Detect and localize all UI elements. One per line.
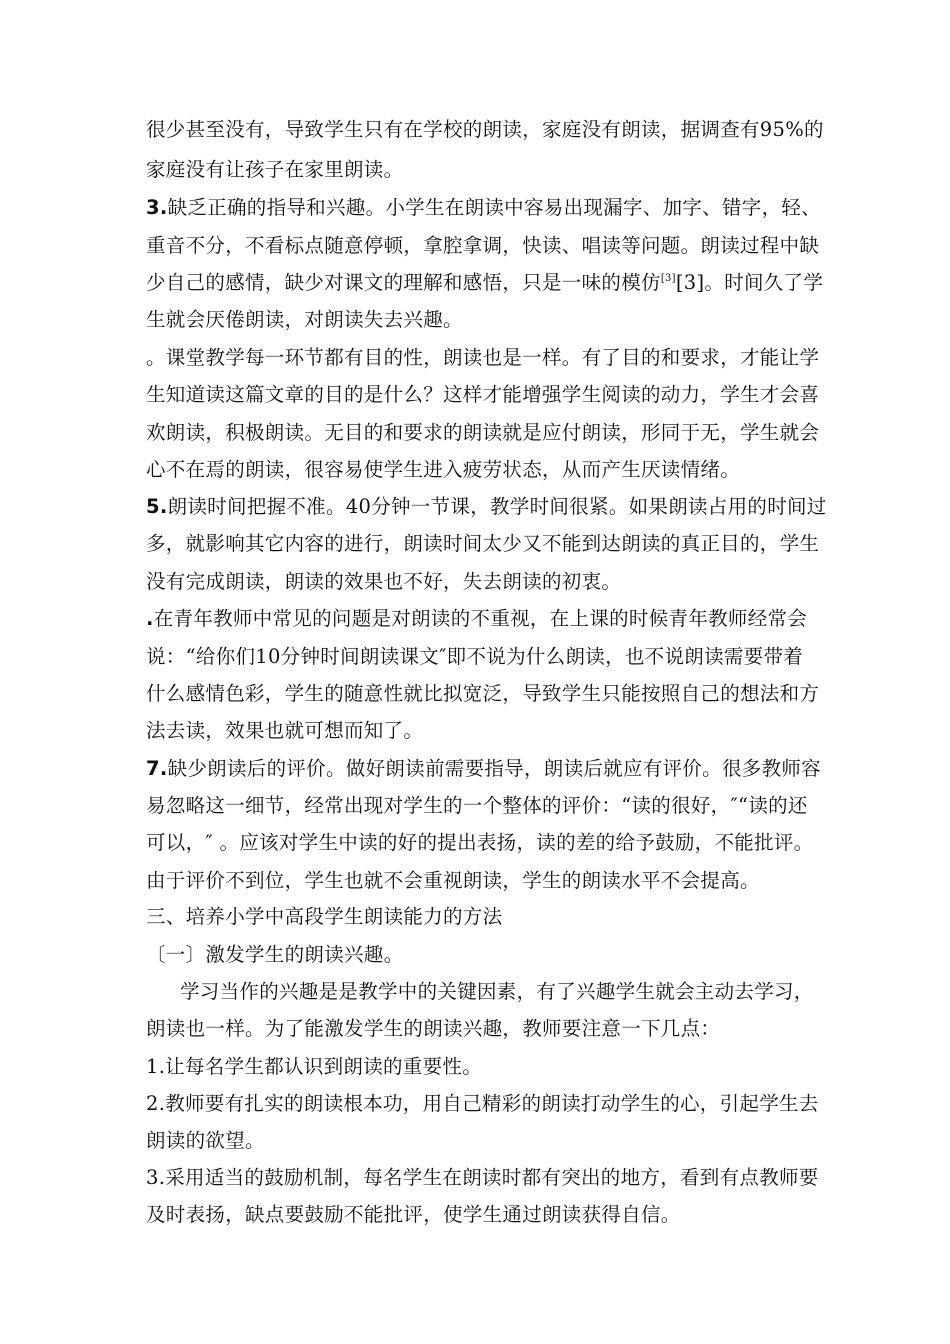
text-segment: 少自己的感情，缺少对课文的理解和感悟，只是一味的模仿	[146, 271, 661, 294]
item-text: 在青年教师中常见的问题是对朗读的不重视，在上课的时候青年教师经常会	[153, 607, 808, 630]
list-item-6	[146, 604, 806, 634]
item-number: 3.	[146, 196, 168, 219]
text-line: 朗读的欲望。	[146, 1129, 265, 1152]
text-line: 多，就影响其它内容的进行，朗读时间太少又不能到达朗读的真正目的，学生	[146, 532, 820, 555]
text-line: 很少甚至没有，导致学生只有在学校的朗读，家庭没有朗读，据调查有95%的	[146, 118, 824, 141]
item-number: .	[146, 607, 154, 630]
text-line: 心不在焉的朗读，很容易使学生进入疲劳状态，从而产生厌读情绪。	[146, 458, 741, 481]
text-line: 。课堂教学每一环节都有目的性，朗读也是一样。有了目的和要求，才能让学	[146, 346, 820, 369]
list-item-3	[146, 193, 821, 223]
list-item-2: 2.教师要有扎实的朗读根本功，用自己精彩的朗读打动学生的心，引起学生去	[146, 1092, 819, 1115]
list-item-1: 1.让每名学生都认识到朗读的重要性。	[146, 1055, 483, 1078]
item-number: 5.	[146, 495, 168, 518]
citation-text: [3]。时间久了学	[675, 271, 824, 294]
text-line: 重音不分，不看标点随意停顿，拿腔拿调，快读、唱读等问题。朗读过程中缺	[146, 234, 820, 257]
paragraph-start: 学习当作的兴趣是是教学中的关键因素，有了兴趣学生就会主动去学习，	[180, 980, 814, 1003]
text-line: 家庭没有让孩子在家里朗读。	[146, 158, 404, 181]
item-text: 缺乏正确的指导和兴趣。小学生在朗读中容易出现漏字、加字、错字，轻、	[167, 196, 821, 219]
citation-superscript: [3]	[660, 273, 676, 284]
item-text: 缺少朗读后的评价。做好朗读前需要指导，朗读后就应有评价。很多教师容	[167, 757, 821, 780]
text-line: 说：“给你们10分钟时间朗读课文″即不说为什么朗读，也不说朗读需要带着	[146, 645, 804, 668]
text-line: 朗读也一样。为了能激发学生的朗读兴趣，教师要注意一下几点：	[146, 1017, 721, 1040]
text-line: 易忽略这一细节，经常出现对学生的一个整体的评价：“读的很好，″“读的还	[146, 794, 808, 817]
text-line: 法去读，效果也就可想而知了。	[146, 719, 424, 742]
text-line: 生知道读这篇文章的目的是什么？这样才能增强学生阅读的动力，学生才会喜	[146, 383, 820, 406]
text-line	[146, 268, 824, 298]
list-item-3b: 3.采用适当的鼓励机制，每名学生在朗读时都有突出的地方，看到有点教师要	[146, 1166, 819, 1189]
text-line: 由于评价不到位，学生也就不会重视朗读，学生的朗读水平不会提高。	[146, 869, 760, 892]
text-line: 没有完成朗读，朗读的效果也不好，失去朗读的初衷。	[146, 570, 622, 593]
text-line: 可以，″ 。应该对学生中读的好的提出表扬，读的差的给予鼓励，不能批评。	[146, 831, 814, 854]
text-line: 及时表扬，缺点要鼓励不能批评，使学生通过朗读获得自信。	[146, 1203, 681, 1226]
text-line: 欢朗读，积极朗读。无目的和要求的朗读就是应付朗读，形同于无，学生就会	[146, 421, 820, 444]
item-text: 朗读时间把握不准。40分钟一节课，教学时间很紧。如果朗读占用的时间过	[167, 495, 827, 518]
text-line: 生就会厌倦朗读，对朗读失去兴趣。	[146, 308, 463, 331]
item-number: 7.	[146, 757, 168, 780]
text-line: 什么感情色彩，学生的随意性就比拟宽泛，导致学生只能按照自己的想法和方	[146, 682, 820, 705]
list-item-7	[146, 754, 821, 784]
section-heading: 三、培养小学中高段学生朗读能力的方法	[146, 905, 503, 928]
list-item-5	[146, 492, 827, 522]
subsection-heading: 〔一〕激发学生的朗读兴趣。	[146, 943, 404, 966]
